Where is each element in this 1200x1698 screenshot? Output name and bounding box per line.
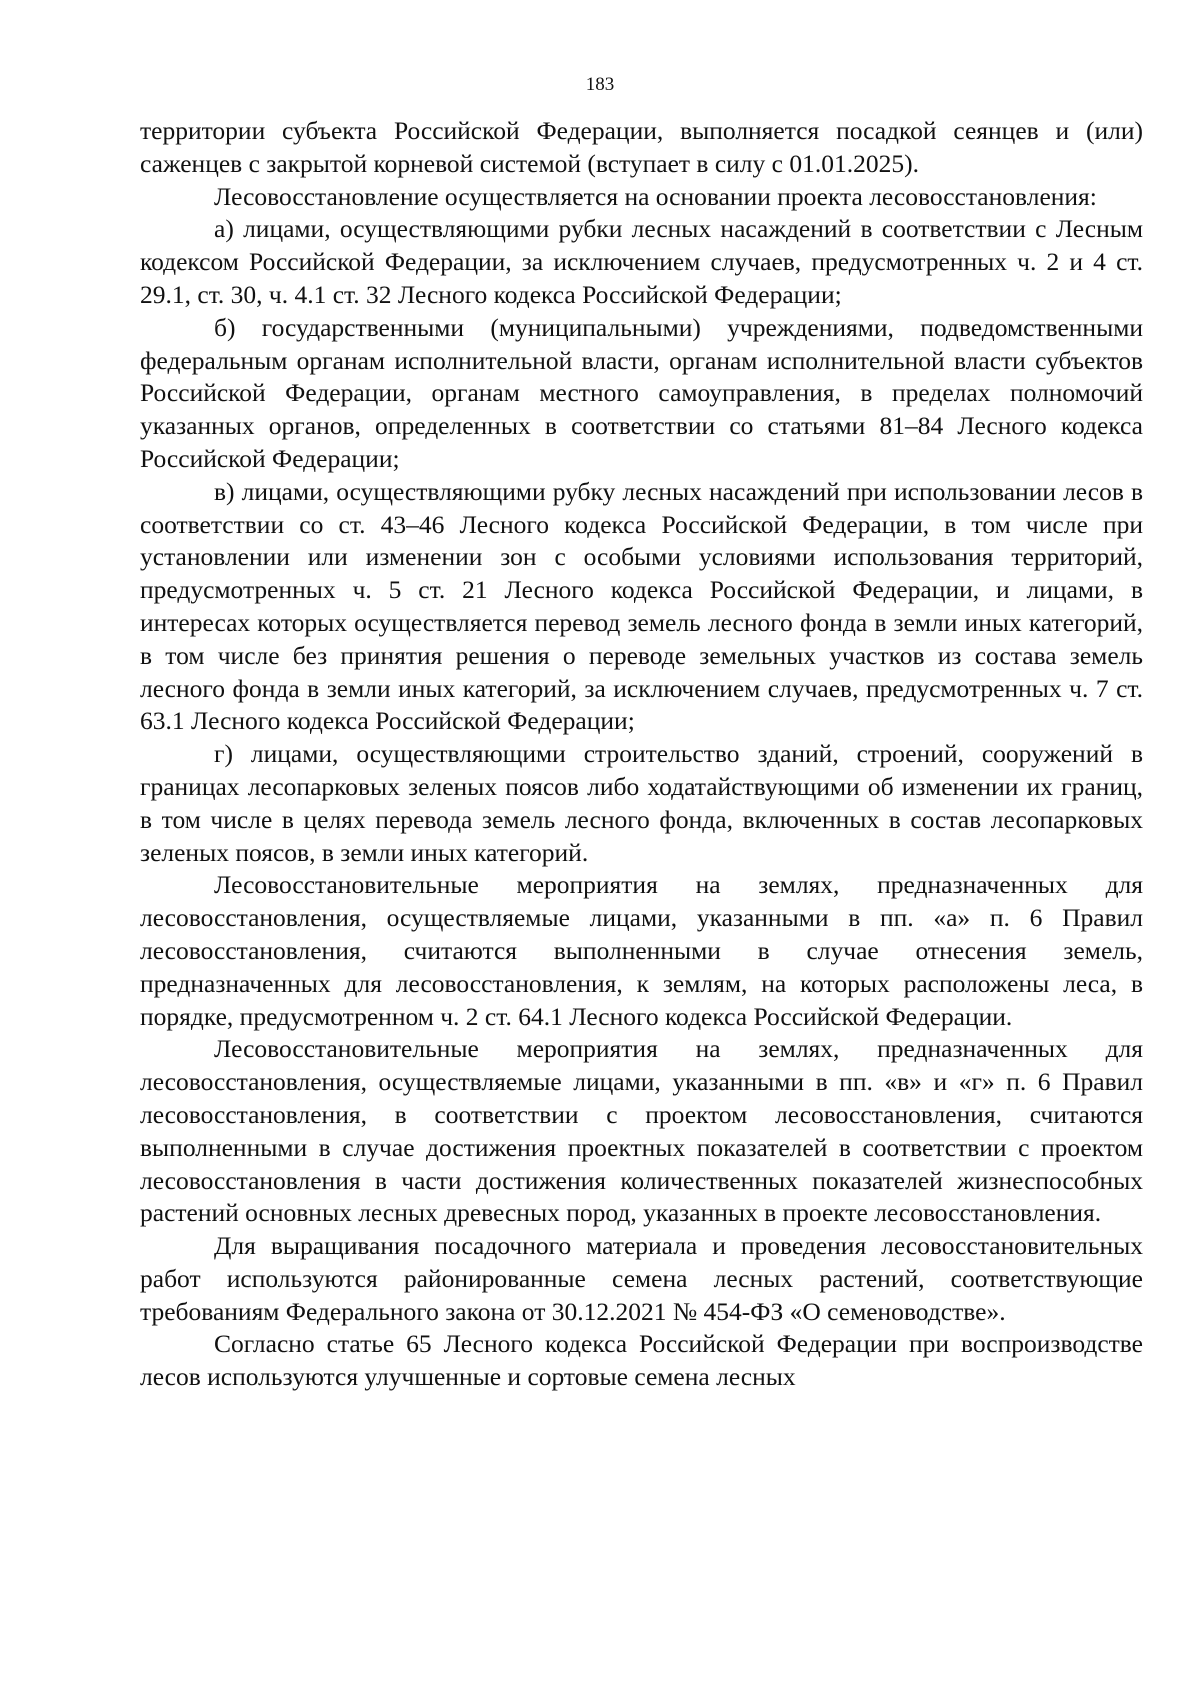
document-body <box>140 115 1143 1394</box>
paragraph-continuation: территории субъекта Российской Федерации, выполняется посадкой сеянцев и (или) саженцев с закрытой корневой системой (вступает в силу с 01.01.2025). <box>140 116 1143 178</box>
paragraph-measures-v-g: Лесовосстановительные мероприятия на землях, предназначенных для лесовосстановления, осуществляемые лицами, указанными в пп. «в» и «г» п. 6 Правил лесовосстановления, в соответствии с проектом лесовосстановления, считаются выполненными в случае достижения проектных показателей в соответствии с проектом лесовосстановления в части достижения количественных показателей жизнеспособных растений основных лесных древесных пород, указанных в проекте лесовосстановления. <box>140 1034 1143 1228</box>
paragraph-article-65: Согласно статье 65 Лесного кодекса Российской Федерации при воспроизводстве лесов используются улучшенные и сортовые семена лесных <box>140 1329 1143 1392</box>
list-item-a: а) лицами, осуществляющими рубки лесных насаждений в соответствии с Лесным кодексом Российской Федерации, за исключением случаев, предусмотренных ч. 2 и 4 ст. 29.1, ст. 30, ч. 4.1 ст. 32 Лесного кодекса Российской Федерации; <box>140 214 1143 309</box>
list-item-g: г) лицами, осуществляющими строительство зданий, строений, сооружений в границах лесопарковых зеленых поясов либо ходатайствующими об изменении их границ, в том числе в целях перевода земель лесного фонда, включенных в состав лесопарковых зеленых поясов, в земли иных категорий. <box>140 739 1143 867</box>
list-item-b: б) государственными (муниципальными) учреждениями, подведомственными федеральным органам исполнительной власти, органам исполнительной власти субъектов Российской Федерации, органам местного самоуправления, в пределах полномочий указанных органов, определенных в соответствии со статьями 81–84 Лесного кодекса Российской Федерации; <box>140 312 1143 473</box>
paragraph-seeds: Для выращивания посадочного материала и проведения лесовосстановительных работ используются районированные семена лесных растений, соответствующие требованиям Федерального закона от 30.12.2021 № 454-ФЗ «О семеноводстве». <box>140 1231 1143 1326</box>
paragraph-measures-a: Лесовосстановительные мероприятия на землях, предназначенных для лесовосстановления, осуществляемые лицами, указанными в пп. «а» п. 6 Правил лесовосстановления, считаются выполненными в случае отнесения земель, предназначенных для лесовосстановления, к землям, на которых расположены леса, в порядке, предусмотренном ч. 2 ст. 64.1 Лесного кодекса Российской Федерации. <box>140 870 1143 1031</box>
paragraph-reforestation-basis: Лесовосстановление осуществляется на основании проекта лесовосстановления: <box>214 181 1097 211</box>
list-item-v: в) лицами, осуществляющими рубку лесных насаждений при использовании лесов в соответствии со ст. 43–46 Лесного кодекса Российской Федерации, в том числе при установлении или изменении зон с особыми условиями использования территорий, предусмотренных ч. 5 ст. 21 Лесного кодекса Российской Федерации, и лицами, в интересах которых осуществляется перевод земель лесного фонда в земли иных категорий, в том числе без принятия решения о переводе земельных участков из состава земель лесного фонда в земли иных категорий, за исключением случаев, предусмотренных ч. 7 ст. 63.1 Лесного кодекса Российской Федерации; <box>140 476 1143 736</box>
page-number: 183 <box>585 74 615 95</box>
